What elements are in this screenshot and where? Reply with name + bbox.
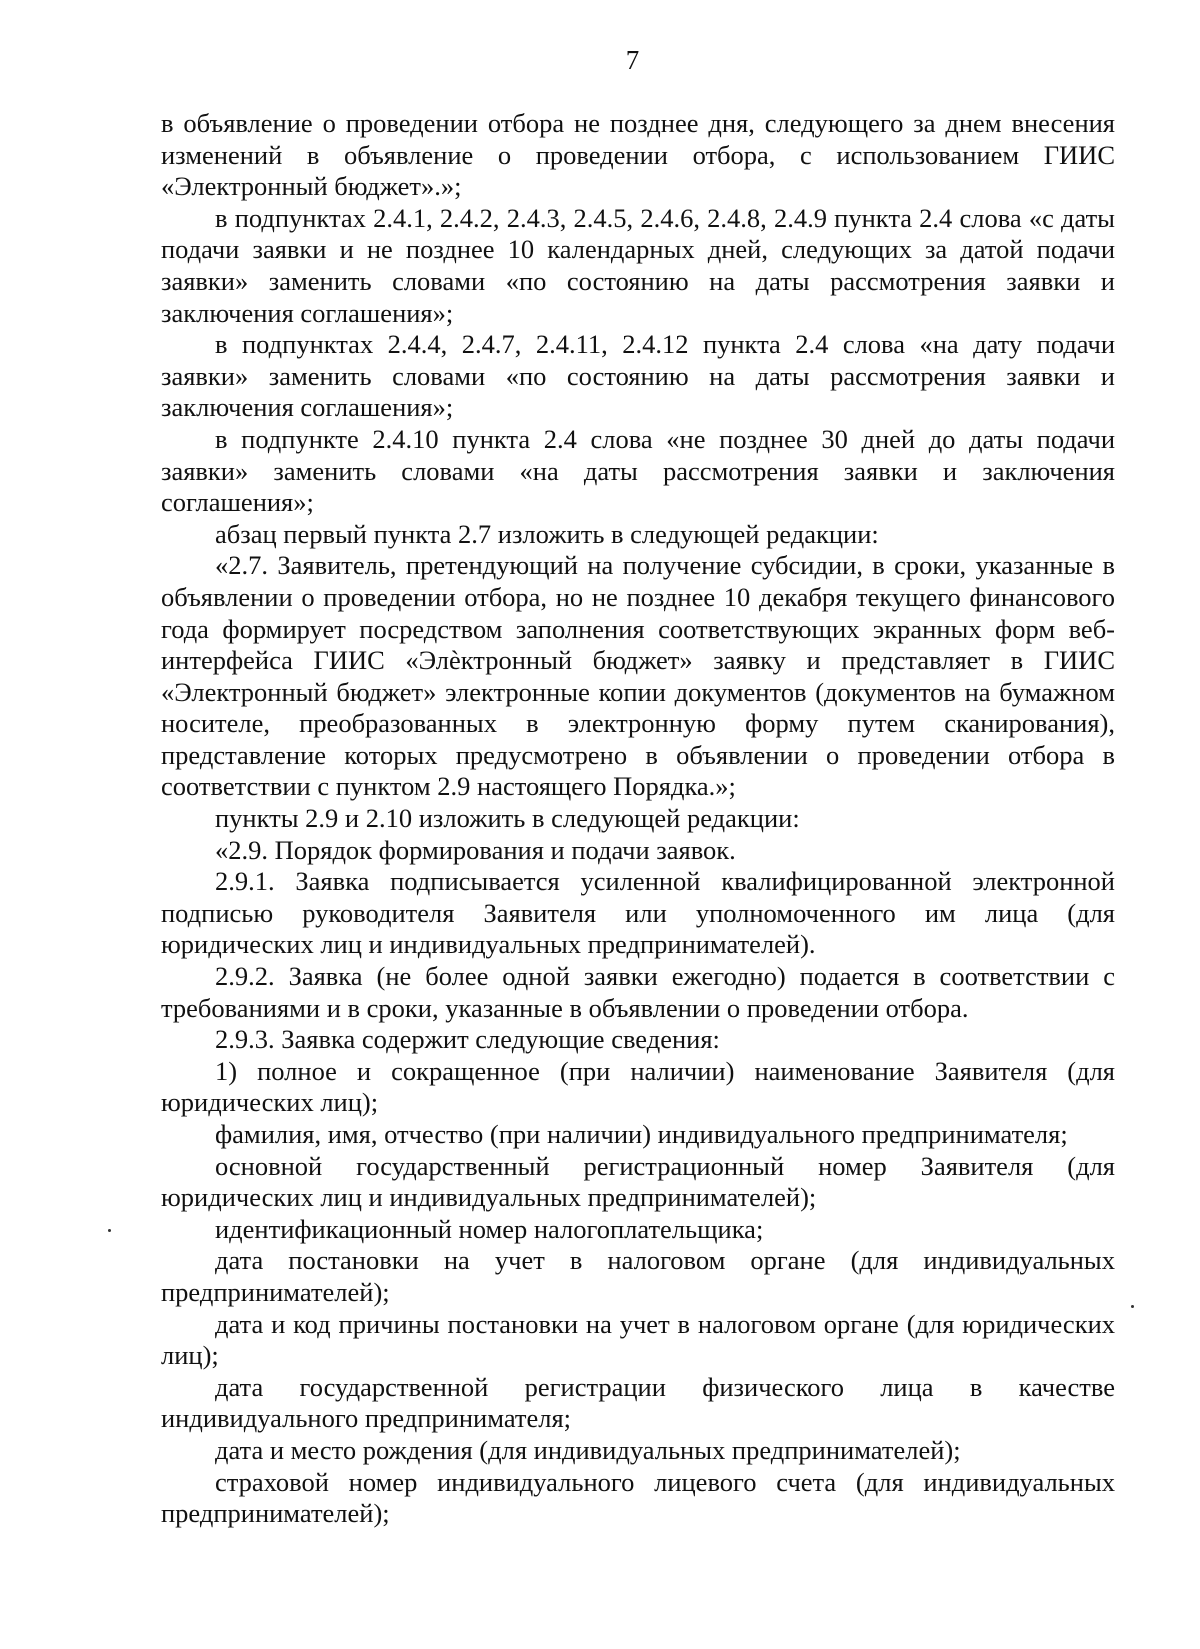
paragraph: дата и место рождения (для индивидуальных предпринимателей);: [215, 1434, 961, 1465]
document-body: [161, 108, 1115, 1530]
paragraph: страховой номер индивидуального лицевого счета (для индивидуальных предпринимателей);: [161, 1466, 1115, 1529]
scan-speck: [108, 1229, 111, 1232]
paragraph: абзац первый пункта 2.7 изложить в следующей редакции:: [215, 518, 879, 549]
paragraph: в подпунктах 2.4.1, 2.4.2, 2.4.3, 2.4.5, 2.4.6, 2.4.8, 2.4.9 пункта 2.4 слова «с даты подачи заявки и не позднее 10 календарных дней, следующих за датой подачи заявки» заменить словами «по состоянию на даты рассмотрения заявки и заключения соглашения»;: [161, 202, 1115, 328]
paragraph: дата и код причины постановки на учет в налоговом органе (для юридических лиц);: [161, 1308, 1115, 1371]
scan-speck: [1131, 1305, 1134, 1308]
paragraph: 1) полное и сокращенное (при наличии) наименование Заявителя (для юридических лиц);: [161, 1055, 1115, 1118]
paragraph: фамилия, имя, отчество (при наличии) индивидуального предпринимателя;: [215, 1119, 1068, 1149]
paragraph: 2.9.2. Заявка (не более одной заявки ежегодно) подается в соответствии с требованиями и в сроки, указанные в объявлении о проведении отбора.: [161, 961, 1115, 1023]
paragraph: в подпункте 2.4.10 пункта 2.4 слова «не позднее 30 дней до даты подачи заявки» заменить словами «на даты рассмотрения заявки и заключения соглашения»;: [161, 423, 1115, 518]
paragraph: 2.9.3. Заявка содержит следующие сведения:: [215, 1024, 720, 1055]
paragraph: «2.7. Заявитель, претендующий на получение субсидии, в сроки, указанные в объявлении о проведении отбора, но не позднее 10 декабря текущего финансового года формирует посредством заполнения соответствующих экранных форм веб-интерфейса ГИИС «Элѐктронный бюджет» заявку и представляет в ГИИС «Электронный бюджет» электронные копии документов (документов на бумажном носителе, преобразованных в электронную форму путем сканирования), представление которых предусмотрено в объявлении о проведении отбора в соответствии с пунктом 2.9 настоящего Порядка.»;: [161, 550, 1115, 802]
paragraph: основной государственный регистрационный номер Заявителя (для юридических лиц и индивидуальных предпринимателей);: [161, 1150, 1115, 1213]
paragraph: идентификационный номер налогоплательщика;: [215, 1213, 764, 1244]
paragraph: «2.9. Порядок формирования и подачи заявок.: [215, 834, 736, 865]
paragraph: дата постановки на учет в налоговом органе (для индивидуальных предпринимателей);: [161, 1245, 1115, 1307]
paragraph: дата государственной регистрации физического лица в качестве индивидуального предпринимателя;: [161, 1371, 1115, 1434]
page-number: 7: [625, 45, 640, 75]
paragraph: 2.9.1. Заявка подписывается усиленной квалифицированной электронной подписью руководителя Заявителя или уполномоченного им лица (для юридических лиц и индивидуальных предпринимателей).: [161, 866, 1115, 960]
paragraph: в подпунктах 2.4.4, 2.4.7, 2.4.11, 2.4.12 пункта 2.4 слова «на дату подачи заявки» заменить словами «по состоянию на даты рассмотрения заявки и заключения соглашения»;: [161, 329, 1115, 423]
paragraph: пункты 2.9 и 2.10 изложить в следующей редакции:: [215, 803, 800, 834]
paragraph: в объявление о проведении отбора не позднее дня, следующего за днем внесения изменений в объявление о проведении отбора, с использованием ГИИС «Электронный бюджет».»;: [161, 108, 1115, 202]
